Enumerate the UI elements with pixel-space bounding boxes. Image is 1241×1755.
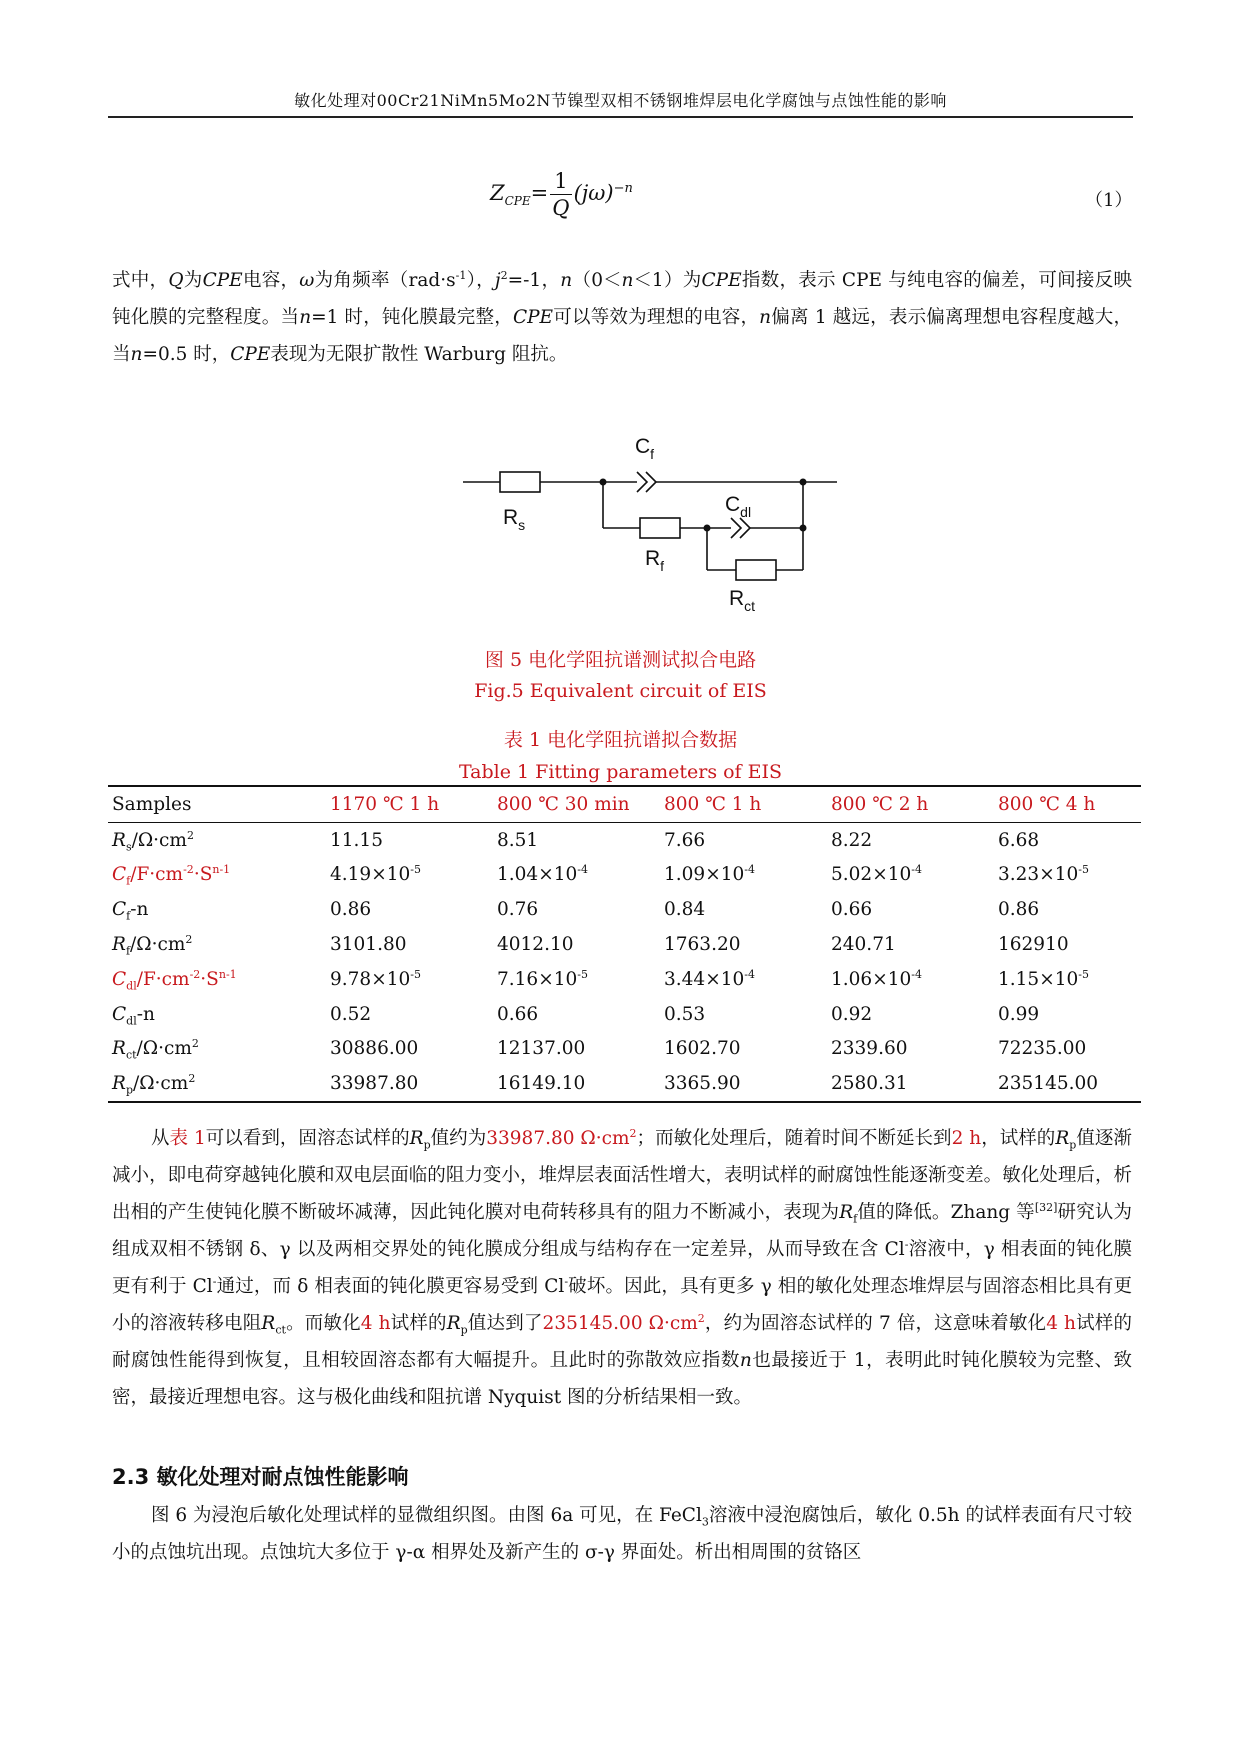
- table-cell: 16149.10: [497, 1073, 586, 1095]
- table-cell: 235145.00: [998, 1073, 1099, 1095]
- table-cell: 1602.70: [664, 1038, 741, 1060]
- table-cell: $1.09\times 10^{-4}$: [664, 863, 755, 886]
- eq-fraction: [550, 168, 571, 221]
- row-label: $C_f-n$: [112, 899, 149, 923]
- table-row: [108, 997, 1141, 1032]
- cpe-equation: [490, 168, 633, 221]
- row-label: $C_f/F\cdot cm^{-2}\cdot S^{n-1}$: [112, 863, 231, 889]
- column-header: 800 ℃ 4 h: [998, 793, 1096, 815]
- label-rs: $R_s$: [503, 506, 526, 533]
- section-heading: 2.3 敏化处理对耐点蚀性能影响: [112, 1465, 409, 1489]
- column-header: 800 ℃ 30 min: [497, 793, 630, 815]
- header-rule: [108, 116, 1133, 118]
- table-cell: $3.23\times 10^{-5}$: [998, 863, 1089, 886]
- table-cell: 0.99: [998, 1003, 1040, 1025]
- citation-link[interactable]: [32]: [1034, 1200, 1058, 1214]
- row-label: $C_{dl}/F\cdot cm^{-2}\cdot S^{n-1}$: [112, 967, 237, 993]
- running-header: 敏化处理对00Cr21NiMn5Mo2N节镍型双相不锈钢堆焊层电化学腐蚀与点蚀性能的影响: [294, 91, 947, 110]
- table-header-row: [108, 786, 1141, 822]
- resistor-rs: [500, 472, 540, 492]
- table-cell: 4012.10: [497, 934, 574, 956]
- results-paragraph: 从表 1可以看到，固溶态试样的$R_p$值约为33987.80 $\Omega\cdot cm^2$；而敏化处理后，随着时间不断延长到2 h，试样的$R_p$值逐渐减小，即电荷穿越钝化膜和双电层面临的阻力变小，堆焊层表面活性增大，表明试样的耐腐蚀性能逐渐变差。敏化处理后，析出相的产生使钝化膜不断破坏减薄，因此钝化膜对电荷转移具有的阻力不断减小，表现为$R_f$值的降低。Zhang 等[32]研究认为组成双相不锈钢 δ、γ 以及两相交界处的钝化膜成分组成与结构存在一定差异，从而导致在含 Cl-溶液中，γ 相表面的钝化膜更有利于 Cl-通过，而 δ 相表面的钝化膜更容易受到 Cl-破坏。因此，具有更多 γ 相的敏化处理态堆焊层与固溶态相比具有更小的溶液转移电阻$R_{ct}$。而敏化4 h试样的$R_p$值达到了235145.00 $\Omega\cdot cm^2$，约为固溶态试样的 7 倍，这意味着敏化4 h试样的耐腐蚀性能得到恢复，且相较固溶态都有大幅提升。且此时的弥散效应指数n也最接近于 1，表明此时钝化膜较为完整、致密，最接近理想电容。这与极化曲线和阻抗谱 Nyquist 图的分析结果相一致。: [112, 1126, 1133, 1408]
- table-row: [108, 1066, 1141, 1102]
- table-cell: 0.86: [998, 899, 1040, 921]
- eis-fitting-table: [108, 785, 1141, 1103]
- table-cell: 1763.20: [664, 934, 741, 956]
- table-cell: $9.78\times 10^{-5}$: [330, 967, 421, 990]
- resistor-rf: [640, 518, 680, 538]
- table-cell: 33987.80: [330, 1073, 419, 1095]
- table-cell: 11.15: [330, 829, 383, 851]
- section-paragraph: 图 6 为浸泡后敏化处理试样的显微组织图。由图 6a 可见，在 FeCl$_3$溶液中浸泡腐蚀后，敏化 0.5h 的试样表面有尺寸较小的点蚀坑出现。点蚀坑大多位于 γ-α 相界处及新产生的 σ-γ 界面处。析出相周围的贫铬区: [112, 1505, 1132, 1563]
- eq-exponent: −n: [613, 181, 633, 196]
- label-cdl: $C_{dl}$: [725, 493, 752, 520]
- junction-node: [800, 479, 807, 486]
- table-cell: 0.92: [831, 1003, 873, 1025]
- column-header: 800 ℃ 1 h: [664, 793, 762, 815]
- table-cell: 3365.90: [664, 1073, 741, 1095]
- table-cell: 0.76: [497, 899, 539, 921]
- eq-lhs-sub: CPE: [504, 194, 531, 209]
- column-header: Samples: [112, 793, 192, 815]
- table-cell: 162910: [998, 934, 1069, 956]
- table-row: [108, 822, 1141, 857]
- table-row: [108, 1032, 1141, 1067]
- table-cell: 7.66: [664, 829, 706, 851]
- table-cell: $3.44\times 10^{-4}$: [664, 967, 755, 990]
- row-label: $R_p/\Omega\cdot cm^2$: [112, 1072, 196, 1097]
- table-cell: 8.22: [831, 829, 873, 851]
- column-header: 800 ℃ 2 h: [831, 793, 929, 815]
- table-cell: $5.02\times 10^{-4}$: [831, 863, 922, 886]
- formula-explanation: 式中，Q为CPE电容，ω为角频率$(rad\cdot s^{-1})$，$j^2=-1$，n（0＜n＜1）为CPE指数，表示 CPE 与纯电容的偏差，可间接反映钝化膜的完整程度。当n=1 时，钝化膜最完整，CPE可以等效为理想的电容，n偏离 1 越远，表示偏离理想电容程度越大，当n=0.5 时，CPE表现为无限扩散性 Warburg 阻抗。: [112, 268, 1132, 365]
- eq-argument: (jω): [573, 181, 614, 205]
- label-rct: $R_{ct}$: [729, 587, 756, 614]
- table-row: [108, 962, 1141, 997]
- table-cell: 3101.80: [330, 934, 407, 956]
- table-row: [108, 927, 1141, 962]
- junction-node: [600, 479, 607, 486]
- table-caption-zh: 表 1 电化学阻抗谱拟合数据: [503, 729, 738, 751]
- label-rf: $R_f$: [645, 547, 665, 574]
- table-cell: 8.51: [497, 829, 539, 851]
- eq-sign: =: [530, 181, 549, 205]
- table-row: [108, 858, 1141, 893]
- table-cell: 0.84: [664, 899, 706, 921]
- table-cell: 2580.31: [831, 1073, 908, 1095]
- table-cell: 2339.60: [831, 1038, 908, 1060]
- table-cell: $7.16\times 10^{-5}$: [497, 967, 588, 990]
- table-cell: 0.86: [330, 899, 372, 921]
- eq-numerator: 1: [550, 168, 571, 195]
- table-cell: $1.04\times 10^{-4}$: [497, 863, 588, 886]
- eq-lhs: Z: [490, 181, 505, 205]
- table-cell: $4.19\times 10^{-5}$: [330, 863, 421, 886]
- junction-node: [800, 525, 807, 532]
- row-label: $R_s/\Omega\cdot cm^2$: [112, 828, 194, 854]
- row-label: $C_{dl}-n$: [112, 1003, 155, 1028]
- row-label: $R_{ct}/\Omega\cdot cm^2$: [112, 1037, 199, 1063]
- eq-denominator: Q: [552, 196, 570, 220]
- table-row: [108, 892, 1141, 927]
- table-cell: 12137.00: [497, 1038, 586, 1060]
- table-cell: 0.52: [330, 1003, 372, 1025]
- table-cell: 0.66: [831, 899, 873, 921]
- table-cell: $1.06\times 10^{-4}$: [831, 967, 922, 990]
- column-header: 1170 ℃ 1 h: [330, 793, 440, 815]
- table-reference-link[interactable]: 表 1: [169, 1128, 206, 1149]
- junction-node: [704, 525, 711, 532]
- table-cell: 0.66: [497, 1003, 539, 1025]
- figure-caption-zh: 图 5 电化学阻抗谱测试拟合电路: [484, 649, 757, 671]
- table-cell: 0.53: [664, 1003, 706, 1025]
- figure-caption-en: Fig.5 Equivalent circuit of EIS: [474, 680, 767, 702]
- table-cell: 72235.00: [998, 1038, 1087, 1060]
- resistor-rct: [736, 560, 776, 580]
- table-cell: 6.68: [998, 829, 1040, 851]
- label-cf: $C_f$: [635, 435, 655, 462]
- cpe-cf-left: [637, 472, 647, 492]
- table-cell: 240.71: [831, 934, 896, 956]
- table-cell: $1.15\times 10^{-5}$: [998, 967, 1089, 990]
- equivalent-circuit-diagram: [455, 420, 855, 620]
- cpe-cdl-left: [731, 518, 741, 538]
- row-label: $R_f/\Omega\cdot cm^2$: [112, 932, 193, 958]
- equation-number: （1）: [1085, 190, 1133, 211]
- table-cell: 30886.00: [330, 1038, 419, 1060]
- table-caption-en: Table 1 Fitting parameters of EIS: [458, 761, 783, 783]
